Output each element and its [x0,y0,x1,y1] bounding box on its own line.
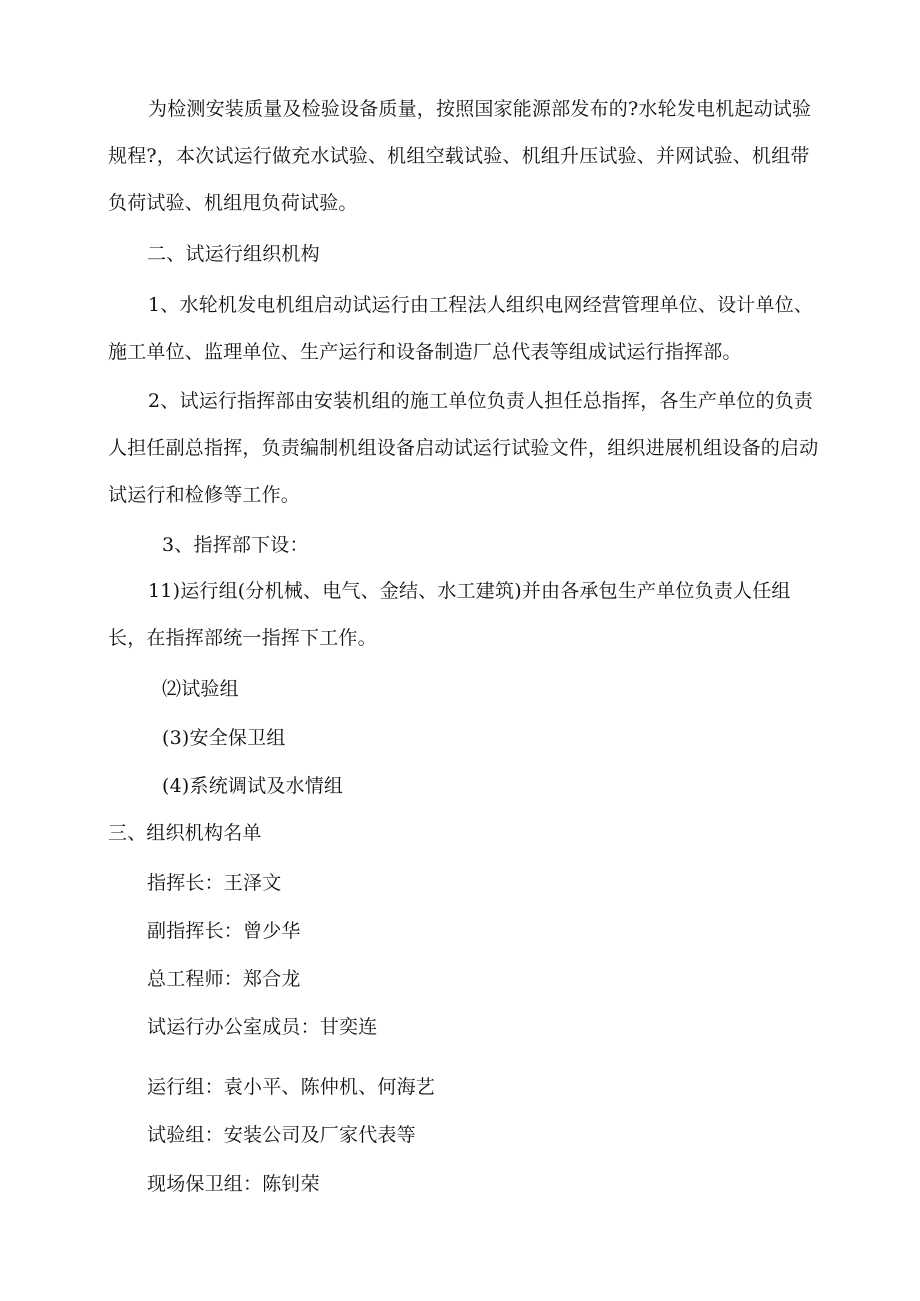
paragraph-sub-2: ⑵试验组 [162,678,239,700]
paragraph-intro: 为检测安装质量及检验设备质量，按照国家能源部发布的?水轮发电机起动试验规程?，本次试运行做充水试验、机组空载试验、机组升压试验、并网试验、机组带负荷试验、机组甩负荷试验。 [108,98,812,214]
roster-item: 运行组：袁小平、陈仲机、何海艺 [147,1076,436,1098]
roster-item: 指挥长：王泽文 [147,872,282,894]
paragraph-sub-4: (4)系统调试及水情组 [162,775,344,797]
paragraph-item-1: 1、水轮机发电机组启动试运行由工程法人组织电网经营管理单位、设计单位、施工单位、监理单位、生产运行和设备制造厂总代表等组成试运行指挥部。 [108,294,814,363]
paragraph-sub-3: (3)安全保卫组 [162,727,286,749]
section-heading-organization: 二、试运行组织机构 [147,243,320,265]
roster-item: 试运行办公室成员：甘奕连 [147,1016,378,1038]
roster-item: 现场保卫组：陈钊荣 [147,1173,320,1195]
paragraph-sub-1: 11)运行组(分机械、电气、金结、水工建筑)并由各承包生产单位负责人任组长，在指挥部统一指挥下工作。 [108,580,791,649]
roster-item: 副指挥长：曾少华 [147,920,301,942]
paragraph-item-3: 3、指挥部下设： [162,534,309,556]
section-heading-roster: 三、组织机构名单 [108,822,262,844]
roster-item: 总工程师：郑合龙 [147,968,301,990]
roster-item: 试验组：安装公司及厂家代表等 [147,1124,416,1146]
paragraph-item-2: 2、试运行指挥部由安装机组的施工单位负责人担任总指挥，各生产单位的负责人担任副总指挥，负责编制机组设备启动试运行试验文件，组织进展机组设备的启动试运行和检修等工作。 [108,390,819,506]
